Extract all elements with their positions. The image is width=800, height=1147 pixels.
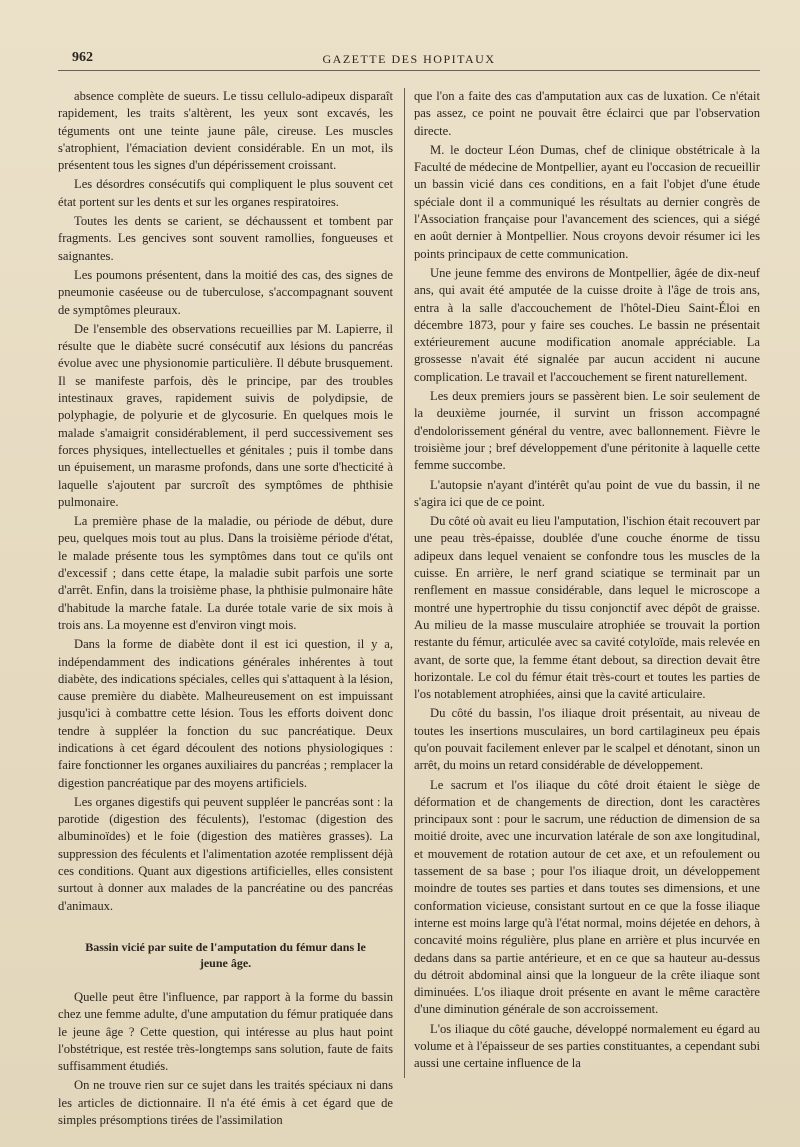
paragraph: Dans la forme de diabète dont il est ici question, il y a, indépendamment des indications générales inhérentes à tout diabète, des indications spéciales, celles qui s'attaquent à la lésion, cause première du diabète. Malheureusement on est impuissant jusqu'ici à combattre cette lésion. Tous les efforts doivent donc tendre à suppléer la fonction du suc pancréatique. Deux indications à cet égard découlent des notions physiologiques : faire fonctionner les organes auxiliaires du pancréas ; remplacer la digestion pancréatique par des moyens artificiels. <box>58 637 393 790</box>
paragraph: On ne trouve rien sur ce sujet dans les traités spéciaux ni dans les articles de dictionnaire. Il n'a été émis à cet égard que de simples présomptions tirées de l'assimilation <box>58 1078 393 1128</box>
paragraph: que l'on a faite des cas d'amputation aux cas de luxation. Ce n'était pas assez, ce point ne pouvait être éclairci que par l'observation directe. <box>414 89 760 138</box>
column-divider <box>404 88 405 1078</box>
section-heading-line: Bassin vicié par suite de l'amputation du fémur dans le <box>85 939 366 954</box>
section-heading-line: jeune âge. <box>199 955 252 970</box>
paragraph: Du côté où avait eu lieu l'amputation, l'ischion était recouvert par une peau très-épaisse, doublée d'une couche énorme de tissu adipeux dans lequel venaient se confondre tous les muscles de la cuisse. En arrière, le nerf grand sciatique se terminait par un renflement en massue considérable, dans lequel le microscope a montré une hypertrophie du tissu conjonctif avec dépôt de graisse. Au milieu de la masse musculaire atrophiée se trouvait la portion restante du fémur, articulée avec sa cavité cotyloïde, mais relevée en avant, de sorte que, la femme étant debout, sa direction devait être horizontale. Le col du fémur était très-court et toutes les parties de l'os notablement atrophiées, ainsi que la cavité articulaire. <box>414 514 760 702</box>
right-column <box>414 88 760 1075</box>
section-heading <box>64 939 387 971</box>
paragraph: Du côté du bassin, l'os iliaque droit présentait, au niveau de toutes les insertions musculaires, un bord cartilagineux peu épais qu'on pouvait facilement enlever par le scalpel et dénotant, sinon un arrêt, du moins un retard considérable de développement. <box>414 706 760 773</box>
paragraph: Les deux premiers jours se passèrent bien. Le soir seulement de la deuxième journée, il survint un frisson accompagné d'endolorissement général du ventre, avec ballonnement. Fièvre le troisième jour ; bref développement d'une péritonite à laquelle cette femme succombe. <box>414 389 760 473</box>
page-number: 962 <box>72 50 93 65</box>
paragraph: De l'ensemble des observations recueillies par M. Lapierre, il résulte que le diabète sucré consécutif aux lésions du pancréas évolue avec une physionomie particulière. Il débute brusquement. Il se manifeste parfois, dès le principe, par des troubles intestinaux graves, rapidement suivis de polydipsie, de polyphagie, de polyurie et de glycosurie. En quelques mois le malade s'amaigrit considérablement, il perd successivement ses forces physiques, intellectuelles et génitales ; puis il tombe dans un épuisement, un marasme profonds, dans une sorte d'hecticité à laquelle s'ajoutent par surcroît des symptômes de phthisie pulmonaire. <box>58 321 393 509</box>
paragraph: M. le docteur Léon Dumas, chef de clinique obstétricale à la Faculté de médecine de Montpellier, ayant eu l'occasion de recueillir un bassin vicié dans ces conditions, en a fait l'objet d'une étude spéciale dont il a communiqué les résultats au dernier congrès de l'Association française pour l'avancement des sciences, qui a siégé en août dernier à Montpellier. Nous croyons devoir résumer ici les points principaux de cette communication. <box>414 142 760 261</box>
left-column <box>58 88 393 1131</box>
paragraph: Toutes les dents se carient, se déchaussent et tombent par fragments. Les gencives sont souvent ramollies, fongueuses et saignantes. <box>58 214 393 263</box>
paragraph: Les poumons présentent, dans la moitié des cas, des signes de pneumonie caséeuse ou de tuberculose, s'accompagnant souvent de symptômes pleuraux. <box>58 267 393 317</box>
paragraph: Une jeune femme des environs de Montpellier, âgée de dix-neuf ans, qui avait été amputée de la cuisse droite à l'âge de trois ans, entra à la salle d'accouchement de l'hôtel-Dieu Saint-Éloi en décembre 1873, pour y faire ses couches. Le bassin ne présentait extérieurement aucune modification anomale appréciable. La grossesse n'avait été signalée par aucun accident ni aucune complication. Le travail et l'accouchement se firent naturellement. <box>414 265 760 384</box>
paragraph: Les organes digestifs qui peuvent suppléer le pancréas sont : la parotide (digestion des féculents), l'estomac (digestion des albuminoïdes) et le foie (digestion des matières grasses). La suppression des féculents et l'alimentation azotée remplissent déjà ces conditions. Quant aux digestions artificielles, elles consistent surtout à donner aux malades de la pancréatine ou des pancréas d'animaux. <box>58 794 393 913</box>
paragraph: Les désordres consécutifs qui compliquent le plus souvent cet état portent sur les dents et sur les organes respiratoires. <box>58 177 393 209</box>
paragraph: absence complète de sueurs. Le tissu cellulo-adipeux disparaît rapidement, les traits s'altèrent, les yeux sont excavés, les téguments ont une teinte jaune pâle, cireuse. Les muscles s'atrophient, l'émaciation devient considérable. En un mot, ils présentent tous les signes d'un dépérissement croissant. <box>58 89 393 173</box>
paragraph: Le sacrum et l'os iliaque du côté droit étaient le siège de déformation et de changements de direction, dont les caractères principaux sont : pour le sacrum, une réduction de dimension de sa moitié droite, avec une incurvation latérale de son axe longitudinal, et mouvement de rotation autour de cet axe, et un refoulement ou tassement de sa base ; pour l'os iliaque droit, un développement moindre de toutes ses parties et dans toutes ses dimensions, et une conformation vicieuse, consistant surtout en ce que la fosse iliaque interne est moins large qu'à l'état normal, moins déjetée en dehors, à concavité moins régulière, plus plane en arrière et plus incurvée en dedans dans sa partie antérieure, et en ce que sa hauteur au-dessus du détroit abdominal ainsi que la longueur de la crête iliaque sont diminuées. L'os iliaque droit présente en avant le même caractère d'une diminution générale de son accroissement. <box>414 777 760 1017</box>
paragraph: L'os iliaque du côté gauche, développé normalement eu égard au volume et à l'épaisseur de ses parties constituantes, a cependant subi aussi une certaine influence de la <box>414 1021 760 1071</box>
paragraph: La première phase de la maladie, ou période de début, dure peu, quelques mois tout au plus. Dans la troisième période d'état, le malade présente tous les symptômes dans tout ce qu'ils ont d'excessif ; dans cette étape, la maladie subit parfois une sorte d'arrêt. Enfin, dans la troisième phase, la phthisie pulmonaire hâte d'habitude la marche fatale. La durée totale varie de six mois à trois ans. La moyenne est d'environ vingt mois. <box>58 514 393 632</box>
paragraph: L'autopsie n'ayant d'intérêt qu'au point de vue du bassin, il ne s'agira ici que de ce point. <box>414 477 760 509</box>
paragraph: Quelle peut être l'influence, par rapport à la forme du bassin chez une femme adulte, d'une amputation du fémur pratiquée dans le jeune âge ? Cette question, qui intéresse au plus haut point l'obstétrique, est restée très-longtemps sans solution, faute de faits suffisamment étudiés. <box>58 989 393 1074</box>
page-header <box>58 48 760 71</box>
journal-title: GAZETTE DES HOPITAUX <box>322 52 496 66</box>
